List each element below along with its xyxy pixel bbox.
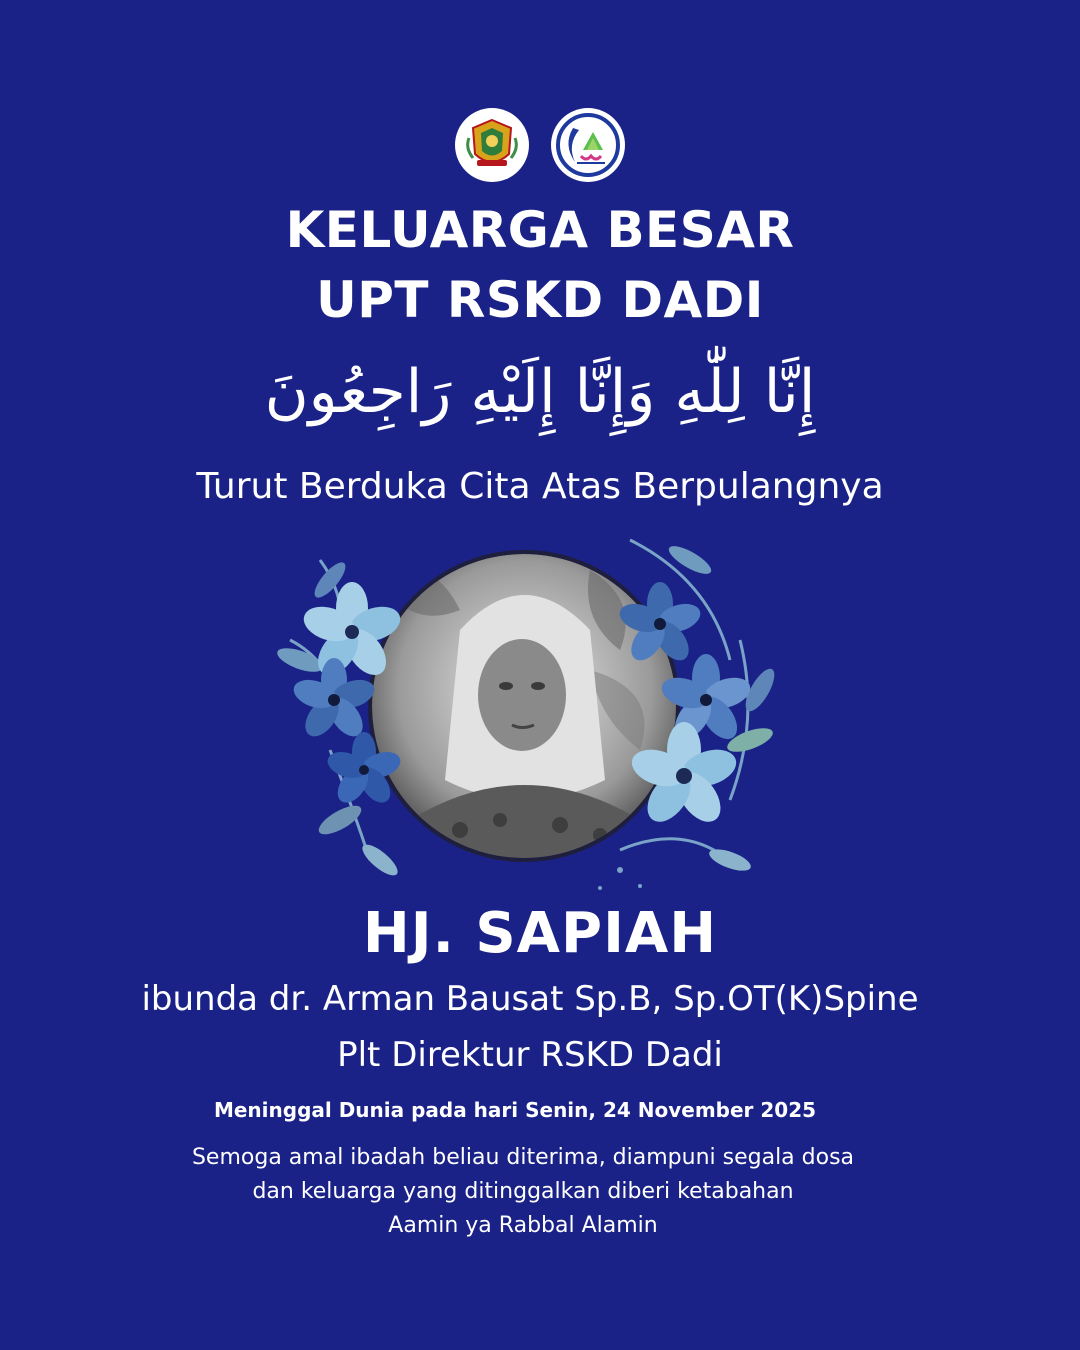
prayer-line-1: Semoga amal ibadah beliau diterima, diampuni segala dosa bbox=[191, 1145, 855, 1170]
hospital-logo-icon bbox=[551, 108, 625, 182]
logo-row bbox=[0, 108, 1080, 184]
position-line: Plt Direktur RSKD Dadi bbox=[337, 1035, 723, 1075]
date-of-death: Meninggal Dunia pada hari Senin, 24 November 2025 bbox=[213, 1098, 817, 1122]
relation-line: ibunda dr. Arman Bausat Sp.B, Sp.OT(K)Spine bbox=[141, 979, 919, 1019]
deceased-portrait bbox=[360, 540, 690, 880]
deceased-name: HJ. SAPIAH bbox=[362, 901, 718, 966]
floral-portrait-frame bbox=[260, 520, 800, 900]
organization-title-line2: UPT RSKD DADI bbox=[316, 271, 764, 329]
prayer-line-2: dan keluarga yang ditinggalkan diberi ketabahan bbox=[252, 1179, 794, 1204]
prayer-line-3: Aamin ya Rabbal Alamin bbox=[388, 1213, 658, 1238]
arabic-calligraphy: إِنَّا لِلّٰهِ وَإِنَّا إِلَيْهِ رَاجِعُونَ bbox=[264, 357, 816, 427]
government-emblem-icon bbox=[455, 108, 529, 182]
organization-title-line1: KELUARGA BESAR bbox=[285, 201, 795, 259]
condolence-heading: Turut Berduka Cita Atas Berpulangnya bbox=[196, 466, 884, 507]
